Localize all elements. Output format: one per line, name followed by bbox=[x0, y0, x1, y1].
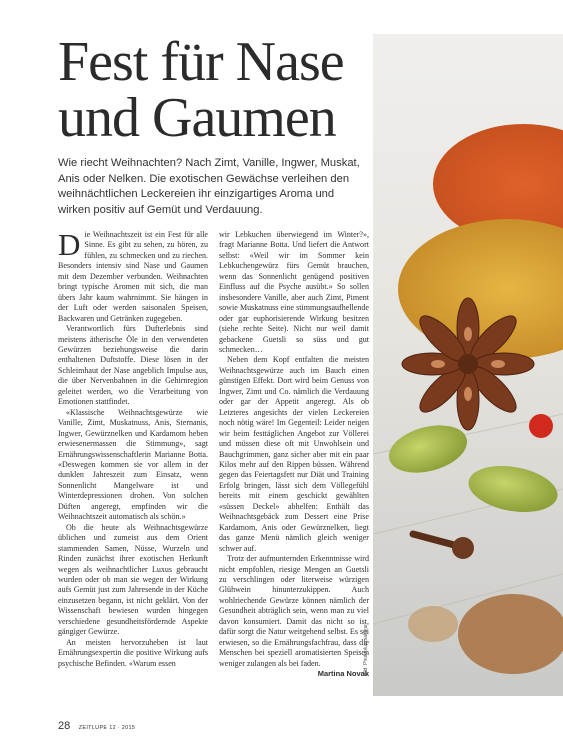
peppercorn-berry bbox=[529, 414, 553, 438]
author-name: Martina Novak bbox=[317, 669, 369, 679]
paragraph: Neben dem Kopf entfalten die meisten Weihnachtsgewürze auch im Bauch einen günstigen Effekt. Dort wird beim Genuss von Ingwer, Zimt und Co. nämlich die Verdauung oder gar der Appetit angeregt. Als ob Letzteres angesichts der vielen Leckereien noch nötig wäre! Im Gegenteil: Leider neigen wir beim festtäglichen Angebot zur Völlerei und müssen diese oft mit Unwohlsein und Bauchgrimmen, ganz sicher aber mit ein paar Kilos mehr auf den Rippen büssen. Während gegen das Feiertagsfett nur Diät und Training Erfolg bringen, lässt sich dem Völlegefühl bereits mit einem geschickt gewählten «süssen Deckel» abhelfen: Enthält das Weihnachtsgebäck zum Dessert eine Prise Kardamom, Anis oder Gewürznelken, liegt das ganze Menü nämlich gleich weniger schwer auf. bbox=[219, 355, 369, 553]
magazine-issue: ZEITLUPE 12 · 2015 bbox=[78, 725, 136, 731]
spices-illustration bbox=[373, 34, 563, 696]
article-title: Fest für Nase und Gaumen bbox=[58, 31, 344, 149]
paragraph: An meisten hervorzuheben ist laut Ernährungsexpertin die positive Wirkung aufs psychische Befinden. «Warum essen bbox=[58, 637, 208, 668]
paragraph: Ob die heute als Weihnachtsgewürze üblichen und zumeist aus dem Orient stammenden Samen, Nüsse, Wurzeln und Rinden zunächst ihrer exotischen Herkunft wegen als weihnachtlicher Luxus gebraucht wurden oder ob man sie wegen der Wirkung aufs Gemüt just zum Jahresende in der Küche einzusetzen begann, ist nicht geklärt. Von der Wissenschaft bewiesen wurden hingegen verschiedene gesundheitsfördernde Aspekte gängiger Gewürze. bbox=[58, 522, 208, 637]
photo-credit: Bild: Photopluszsalaine bbox=[363, 624, 369, 676]
drop-cap: D bbox=[58, 227, 81, 262]
nutmeg bbox=[458, 594, 563, 674]
paragraph: wir Lebkuchen überwiegend im Winter?», fragt Marianne Botta. Und liefert die Antwort selbst: «Weil wir im Sommer kein Lebkuchengewürz fürs Gemüt brauchen, wenn das Sonnenlicht genügend positiven Einfluss auf die Psyche ausübt.» So sollen insbesondere Vanille, aber auch Zimt, Piment sowie Muskatnuss eine stimmungsaufhellende oder gar euphorisierende Wirkung besitzen (siehe rechte Seite). Nicht nur weil damit gebackene Guetsli so süss und gut schmecken… bbox=[219, 230, 369, 354]
star-anise bbox=[402, 298, 534, 430]
page-footer bbox=[58, 716, 135, 734]
paragraph: «Klassische Weihnachtsgewürze wie Vanille, Zimt, Muskatnuss, Anis, Sternanis, Ingwer, Gewürznelken und Kardamom heben erwiesenermassen die Stimmung», sagt Ernährungswissenschaftlerin Marianne Botta. «Deswegen kommen sie vor allem in der dunklen Jahreszeit zum Einsatz, wenn Sonnenlicht Mangelware ist und Winterdepressionen drohen. Von solchen Düften angeregt, empfinden wir die Weihnachtszeit automatisch als schön.» bbox=[58, 407, 208, 522]
paragraph: Trotz der aufmunternden Erkenntnisse wird nicht empfohlen, riesige Mengen an Guetsli zu verschlingen oder literweise würzigen Glühwein hinunterzukippen. Auch wohlriechende Gewürze können nämlich der Gesundheit abträglich sein, wenn man zu viel davon konsumiert. Damit das nicht so ist, dafür sorgt die Natur weitgehend selbst. Es sei erwiesen, so die Ernährungsfachfrau, dass die Menschen bei speziell aromatisierten Speisen weniger zulangen als bei faden. Martina Novak bbox=[219, 554, 369, 679]
paragraph: Verantwortlich fürs Dufterlebnis sind meistens ätherische Öle in den verwendeten Gewürzen beziehungsweise die darin enthaltenen Duftstoffe. Diese lösen in der Schleimhaut der Nase angeblich Impulse aus, die über Nervenbahnen in die Gehirnregion geleitet werden, wo die Verarbeitung von Emotionen stattfindet. bbox=[58, 324, 208, 407]
page-number: 28 bbox=[58, 720, 71, 732]
paragraph: Die Weihnachtszeit ist ein Fest für alle Sinne. Es gibt zu sehen, zu hören, zu fühlen, zu schmecken und zu riechen. Besonders intensiv sind Nase und Gaumen mit dem Dezember verbunden. Weihnachten bringt typische Aromen mit sich, die man übers Jahr kaum wahrnimmt. Sie hängen in der Luft oder werden saisonalen Speisen, Backwaren und Getränken zugegeben. bbox=[58, 227, 208, 323]
spices-photo bbox=[373, 34, 563, 696]
article-lead: Wie riecht Weihnachten? Nach Zimt, Vanille, Ingwer, Muskat, Anis oder Nelken. Die exotischen Gewächse verleihen den weihnächtlichen Leckereien ihr einzigartiges Aroma und wirken positiv auf Gemüt und Verdauung. bbox=[58, 157, 360, 216]
text-column-2 bbox=[219, 230, 369, 679]
text-column-1 bbox=[58, 227, 208, 669]
